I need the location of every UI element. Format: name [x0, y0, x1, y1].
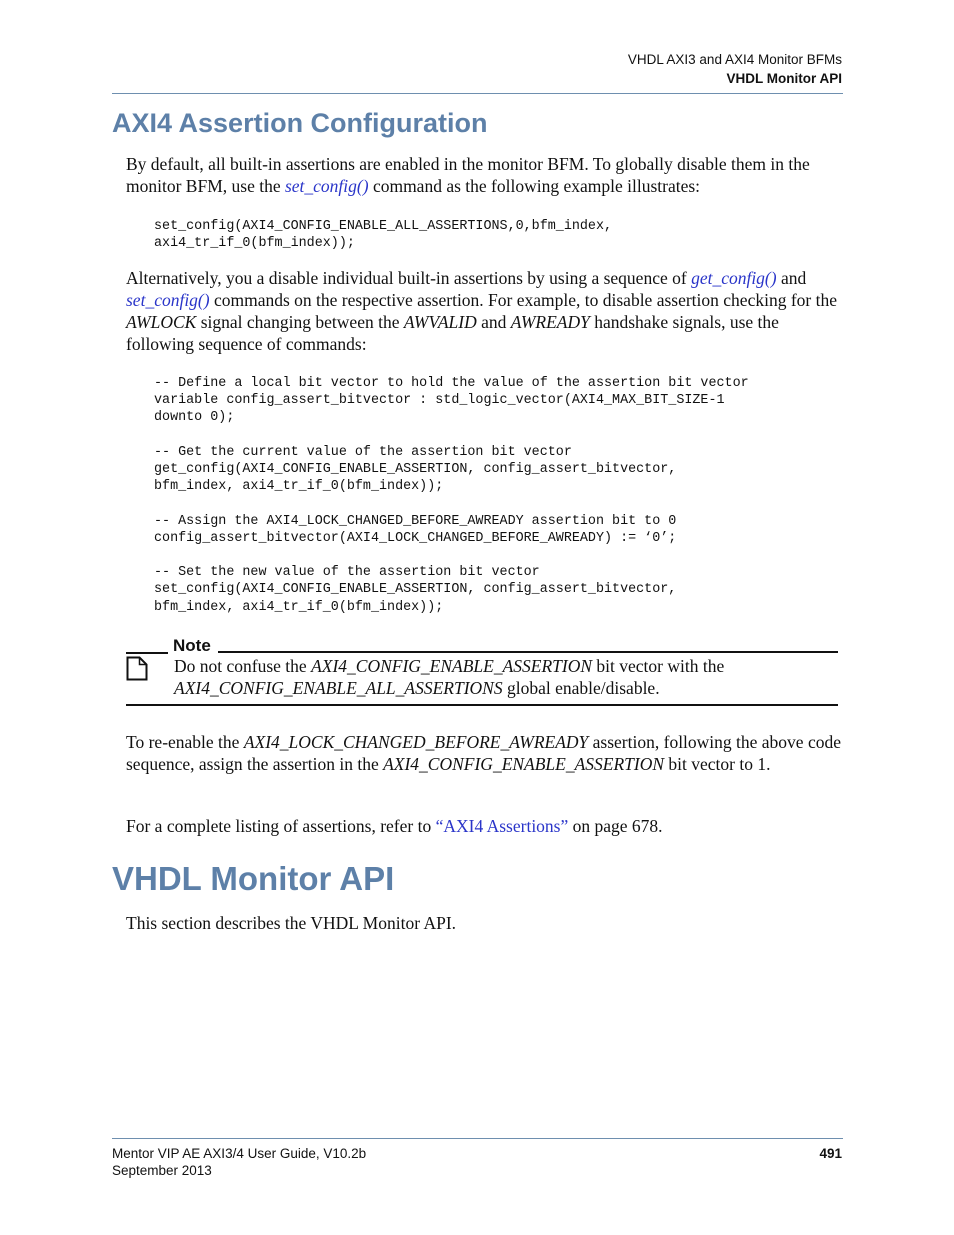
footer-guide-title: Mentor VIP AE AXI3/4 User Guide, V10.2b [112, 1146, 367, 1161]
set-config-link[interactable]: set_config() [126, 290, 210, 310]
footer-page-number: 491 [819, 1146, 842, 1161]
paragraph-re-enable: To re-enable the AXI4_LOCK_CHANGED_BEFORE_AWREADY assertion, following the above code sequence, assign the assertion in the AXI4_CONFIG_ENABLE_ASSERTION bit vector to 1. [126, 732, 841, 774]
paragraph-intro: By default, all built-in assertions are enabled in the monitor BFM. To globally disable them in the monitor BFM, use the set_config() command as the following example illustrates: [126, 154, 810, 196]
section-heading-axi4-assertion-configuration: AXI4 Assertion Configuration [112, 108, 488, 138]
footer-date: September 2013 [112, 1163, 212, 1178]
footer-rule [112, 1138, 843, 1139]
header-rule [112, 93, 843, 94]
code-block-global-disable: set_config(AXI4_CONFIG_ENABLE_ALL_ASSERTIONS,0,bfm_index, axi4_tr_if_0(bfm_index)); [154, 219, 613, 252]
note-bottom-rule [126, 704, 838, 706]
get-config-link[interactable]: get_config() [691, 268, 777, 288]
paragraph-vhdl-monitor-api: This section describes the VHDL Monitor API. [126, 913, 457, 933]
note-text: Do not confuse the AXI4_CONFIG_ENABLE_ASSERTION bit vector with the AXI4_CONFIG_ENABLE_ALL_ASSERTIONS global enable/disable. [174, 656, 725, 698]
note-page-icon [126, 656, 148, 686]
axi4-assertions-link[interactable]: “AXI4 Assertions” [435, 816, 569, 836]
note-top-rule-right [218, 651, 838, 653]
running-header-section: VHDL Monitor API [726, 71, 842, 86]
paragraph-individual-disable: Alternatively, you a disable individual built-in assertions by using a sequence of get_config() and set_config() commands on the respective assertion. For example, to disable assertion checking for the AWLOCK signal changing between the AWVALID and AWREADY handshake signals, use the following sequence of commands: [126, 268, 837, 354]
set-config-link[interactable]: set_config() [284, 176, 369, 196]
section-heading-vhdl-monitor-api: VHDL Monitor API [112, 860, 395, 897]
code-block-assertion-sequence: -- Define a local bit vector to hold the value of the assertion bit vector variable config_assert_bitvector : std_logic_vector(AXI4_MAX_BIT_SIZE-1 downto 0); -- Get the current value of the assertion bit vector get_config(AXI4_CONFIG_ENABLE_ASSERTION, config_assert_bitvector, bfm_index, axi4_tr_if_0(bfm_index)); -- Assign the AXI4_LOCK_CHANGED_BEFORE_AWREADY assertion bit to 0 config_assert_bitvector(AXI4_LOCK_CHANGED_BEFORE_AWREADY) := ‘0’; -- Set the new value of the assertion bit vector set_config(AXI4_CONFIG_ENABLE_ASSERTION, config_assert_bitvector, bfm_index, axi4_tr_if_0(bfm_index)); [154, 376, 749, 615]
note-label: Note [173, 636, 211, 655]
running-header-title: VHDL AXI3 and AXI4 Monitor BFMs [627, 52, 842, 67]
paragraph-reference: For a complete listing of assertions, refer to “AXI4 Assertions” on page 678. [126, 816, 663, 836]
note-top-rule-left [126, 652, 168, 654]
